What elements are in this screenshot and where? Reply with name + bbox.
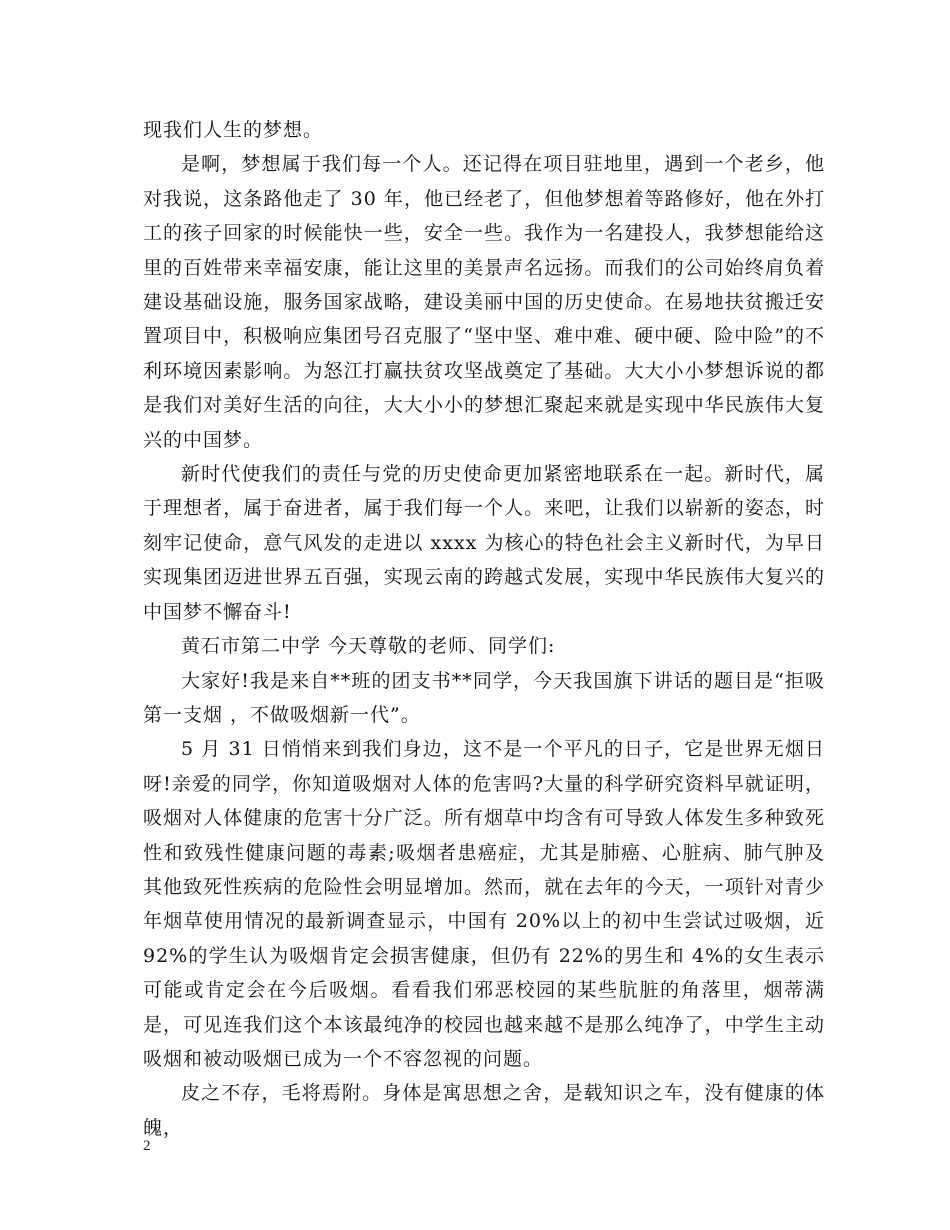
paragraph-dream: 是啊，梦想属于我们每一个人。还记得在项目驻地里，遇到一个老乡，他对我说，这条路他走了 30 年，他已经老了，但他梦想着等路修好，他在外打工的孩子回家的时候能快一些，安全一些。我作为一名建投人，我梦想能给这里的百姓带来幸福安康，能让这里的美景声名远扬。而我们的公司始终肩负着建设基础设施，服务国家战略，建设美丽中国的历史使命。在易地扶贫搬迁安置项目中，积极响应集团号召克服了“坚中坚、难中难、硬中硬、险中险”的不利环境因素影响。为怒江打赢扶贫攻坚战奠定了基础。大大小小梦想诉说的都是我们对美好生活的向往，大大小小的梦想汇聚起来就是实现中华民族伟大复兴的中国梦。 xyxy=(143,153,825,451)
paragraph-continuation: 现我们人生的梦想。 xyxy=(143,119,324,141)
paragraph-health: 皮之不存，毛将焉附。身体是寓思想之舍，是载知识之车，没有健康的体魄， xyxy=(143,1082,825,1139)
paragraph-new-era: 新时代使我们的责任与党的历史使命更加紧密地联系在一起。新时代，属于理想者，属于奋进者，属于我们每一个人。来吧，让我们以崭新的姿态，时刻牢记使命，意气风发的走进以 xxxx 为核心的特色社会主义新时代，为早日实现集团迈进世界五百强，实现云南的跨越式发展，实现中华民族伟大复兴的中国梦不懈奋斗! xyxy=(143,463,825,623)
paragraph-no-smoking-day: 5 月 31 日悄悄来到我们身边，这不是一个平凡的日子，它是世界无烟日呀!亲爱的同学，你知道吸烟对人体的危害吗?大量的科学研究资料早就证明，吸烟对人体健康的危害十分广泛。所有烟草中均含有可导致人体发生多种致死性和致残性健康问题的毒素;吸烟者患癌症，尤其是肺癌、心脏病、肺气肿及其他致死性疾病的危险性会明显增加。然而，就在去年的今天，一项针对青少年烟草使用情况的最新调查显示，中国有 20%以上的初中生尝试过吸烟，近 92%的学生认为吸烟肯定会损害健康，但仍有 22%的男生和 4%的女生表示可能或肯定会在今后吸烟。看看我们邪恶校园的某些肮脏的角落里，烟蒂满是，可见连我们这个本该最纯净的校园也越来越不是那么纯净了，中学生主动吸烟和被动吸烟已成为一个不容忽视的问题。 xyxy=(143,738,825,1070)
document-body xyxy=(143,113,825,1145)
page-number: 2 xyxy=(143,1138,151,1154)
paragraph-speech-title: 大家好!我是来自**班的团支书**同学，今天我国旗下讲话的题目是“拒吸第一支烟 ，不做吸烟新一代”。 xyxy=(143,669,825,726)
paragraph-school-greeting: 黄石市第二中学 今天尊敬的老师、同学们: xyxy=(181,635,556,658)
